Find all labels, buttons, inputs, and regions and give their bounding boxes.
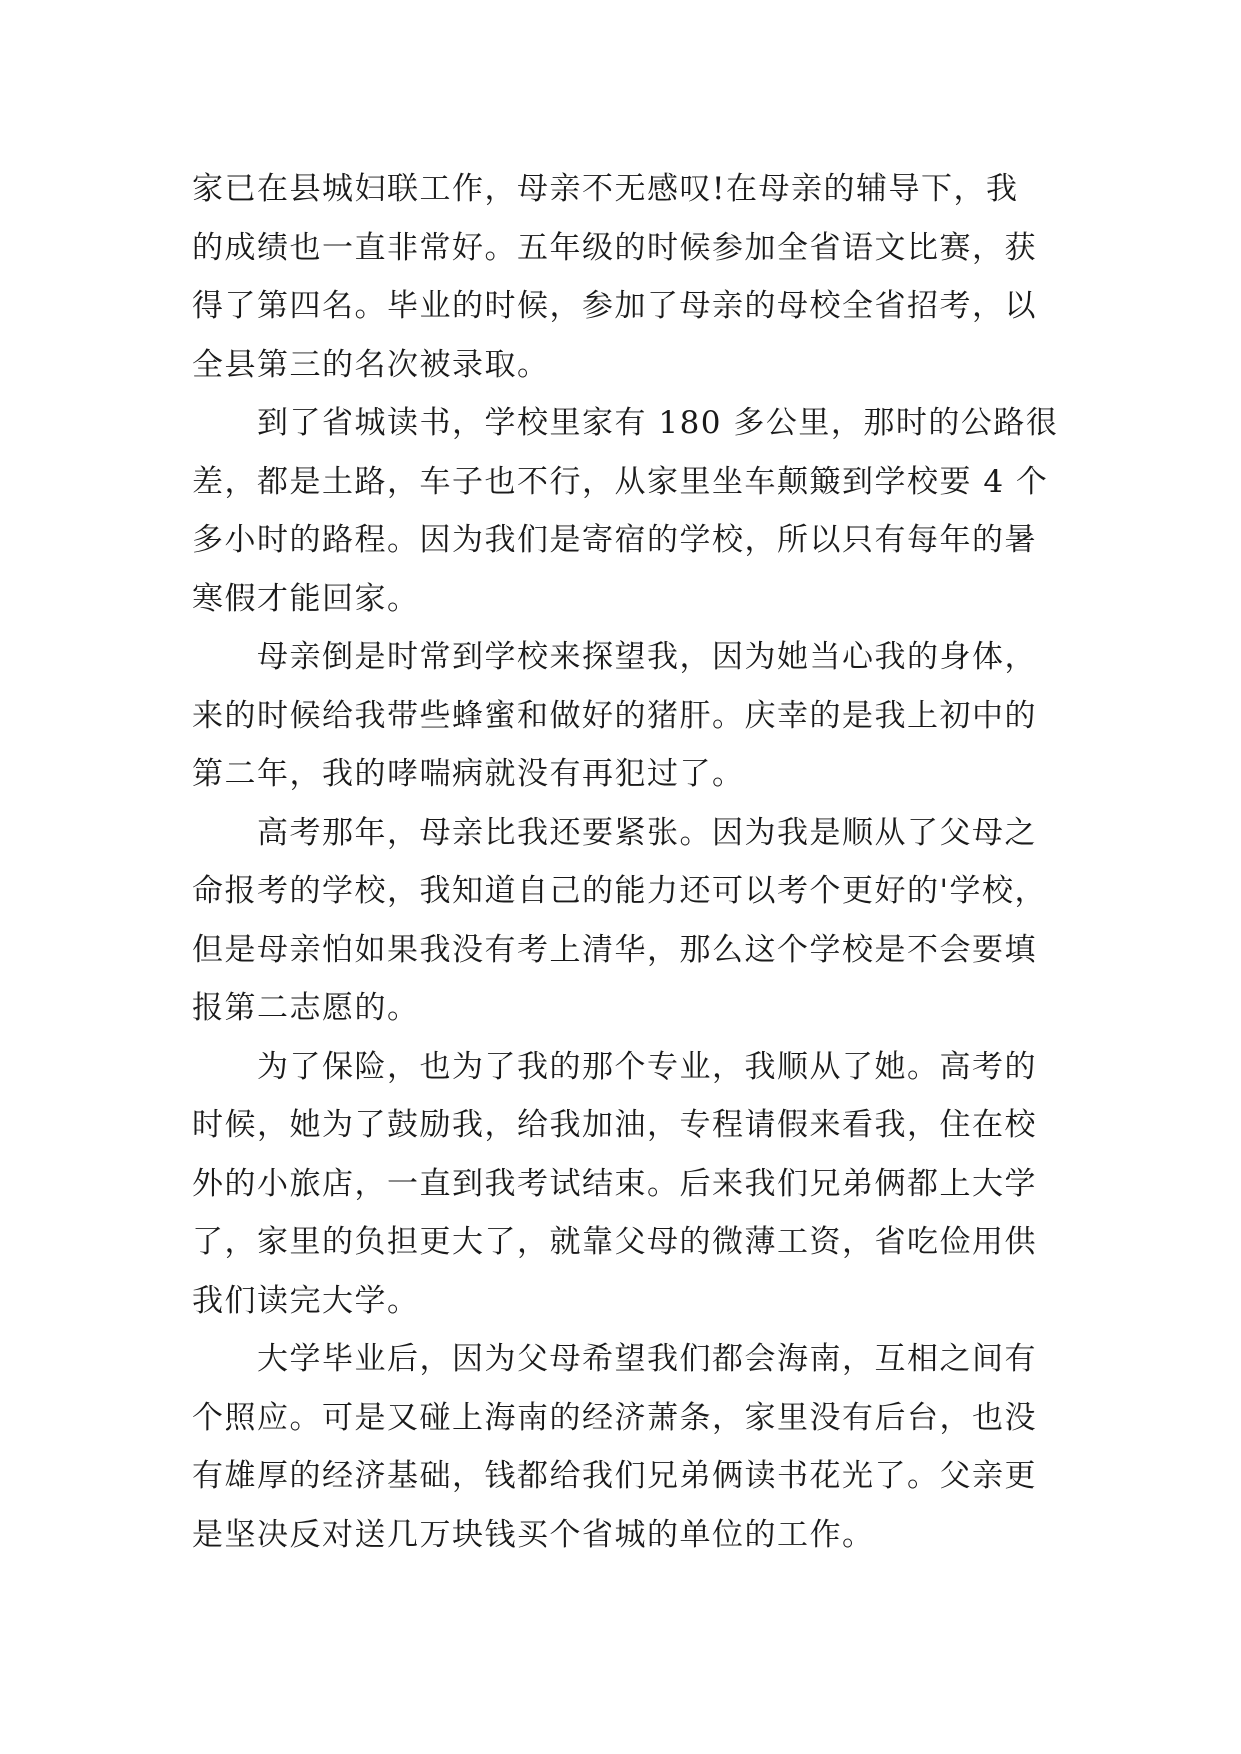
text-line: 为了保险，也为了我的那个专业，我顺从了她。高考的 bbox=[192, 1048, 1037, 1085]
text-line: 家已在县城妇联工作，母亲不无感叹!在母亲的辅导下，我 bbox=[192, 171, 1019, 207]
text-line: 多小时的路程。因为我们是寄宿的学校，所以只有每年的暑 bbox=[192, 522, 1037, 558]
text-line: 的成绩也一直非常好。五年级的时候参加全省语文比赛，获 bbox=[192, 229, 1037, 266]
text-line: 有雄厚的经济基础，钱都给我们兄弟俩读书花光了。父亲更 bbox=[192, 1458, 1037, 1494]
text-line: 命报考的学校，我知道自己的能力还可以考个更好的'学校， bbox=[192, 873, 1048, 909]
paragraph-6 bbox=[192, 1330, 1062, 1564]
text-line: 到了省城读书，学校里家有 180 多公里，那时的公路很 bbox=[192, 405, 1059, 441]
paragraph-4 bbox=[192, 804, 1062, 1038]
text-line: 全县第三的名次被录取。 bbox=[192, 346, 550, 383]
text-line: 但是母亲怕如果我没有考上清华，那么这个学校是不会要填 bbox=[192, 931, 1037, 968]
text-line: 大学毕业后，因为父母希望我们都会海南，互相之间有 bbox=[192, 1341, 1037, 1377]
text-line: 高考那年，母亲比我还要紧张。因为我是顺从了父母之 bbox=[192, 814, 1037, 851]
text-line: 来的时候给我带些蜂蜜和做好的猪肝。庆幸的是我上初中的 bbox=[192, 697, 1037, 734]
paragraph-3 bbox=[192, 628, 1062, 804]
paragraph-2 bbox=[192, 394, 1062, 628]
text-line: 第二年，我的哮喘病就没有再犯过了。 bbox=[192, 756, 745, 792]
text-line: 时候，她为了鼓励我，给我加油，专程请假来看我，住在校 bbox=[192, 1107, 1037, 1143]
text-line: 个照应。可是又碰上海南的经济萧条，家里没有后台，也没 bbox=[192, 1399, 1037, 1436]
text-line: 寒假才能回家。 bbox=[192, 580, 420, 617]
text-line: 外的小旅店，一直到我考试结束。后来我们兄弟俩都上大学 bbox=[192, 1165, 1037, 1202]
text-line: 报第二志愿的。 bbox=[192, 990, 420, 1026]
text-line: 母亲倒是时常到学校来探望我，因为她当心我的身体， bbox=[192, 639, 1037, 675]
text-line: 了，家里的负担更大了，就靠父母的微薄工资，省吃俭用供 bbox=[192, 1224, 1037, 1260]
paragraph-5 bbox=[192, 1038, 1062, 1331]
paragraph-1 bbox=[192, 160, 1062, 394]
text-line: 我们读完大学。 bbox=[192, 1282, 420, 1319]
body-text bbox=[192, 160, 1062, 1564]
text-line: 差，都是土路，车子也不行，从家里坐车颠簸到学校要 4 个 bbox=[192, 463, 1049, 500]
text-line: 是坚决反对送几万块钱买个省城的单位的工作。 bbox=[192, 1516, 875, 1553]
text-line: 得了第四名。毕业的时候，参加了母亲的母校全省招考，以 bbox=[192, 288, 1037, 324]
